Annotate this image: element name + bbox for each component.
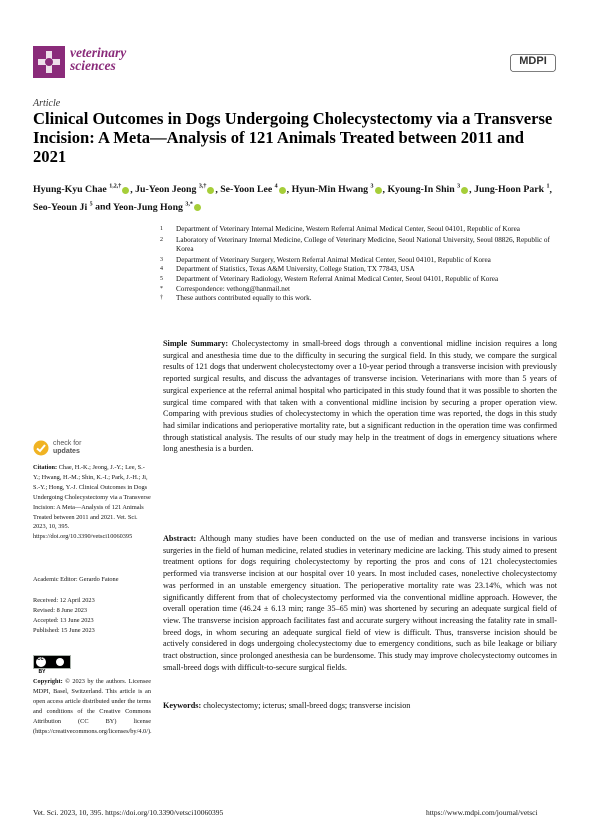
footer-citation[interactable]: Vet. Sci. 2023, 10, 395. https://doi.org/10.3390/vetsci10060395: [33, 808, 224, 817]
keywords-label: Keywords:: [163, 701, 202, 710]
author: [474, 184, 549, 195]
article-type: Article: [33, 98, 61, 109]
date-line: Published: 15 June 2023: [33, 626, 95, 634]
check-updates-icon[interactable]: [33, 440, 49, 456]
author-affiliation-mark: 3,*: [185, 201, 193, 208]
cc-label: cc: [37, 656, 44, 662]
author: [33, 184, 130, 195]
copyright-label: Copyright:: [33, 678, 63, 685]
author: [220, 184, 286, 195]
dates: [33, 596, 151, 636]
author-affiliation-mark: 3: [457, 184, 461, 190]
affiliation-text: Correspondence: vethong@hanmail.net: [176, 284, 290, 293]
author: [113, 202, 202, 213]
publisher-name: MDPI: [519, 55, 547, 67]
author-list: Hyung-Kyu Chae $^{1,2,\dagger}$ , Ju-Yeon Jeong $^{3,\dagger}$ , Se-Yoon Lee $^4$ , Hyun-Min Hwang $^3$ , Kyoung-In Shin $^3$ , Jung-Hoon Park $^1$, Seo-Yeoun Ji $^5$ and Yeon-Jung Hong $^{3,*}$: [33, 184, 552, 213]
abstract-text: Although many studies have been conducted on the use of median and transverse incisions in various surgeries in the field of human medicine, related studies in veterinary medicine are lacking. This study aimed to present treatment options for dogs requiring cholecystectomy by reporting the pros and cons of 121 cholecystectomies performed via transverse incision at our hospital over 10 years. In most included cases, nonelective cholecystectomy was performed in an unstable emergency situation. The perioperative mortality rate was 23.14%, which was not significantly different from that of cholecystectomy performed via the conventional midline approach. However, the overall operation time (46.24 ± 6.13 min; range 35–65 min) was shortened by securing an adequate surgical field of view. The transverse incision approach facilitates fast and accurate surgery without increasing the fatality rate in small-breed dogs, in whom securing an adequate surgical field of view is difficult. Thus, transverse incision should be actively considered in dogs undergoing cholecystectomy due to emergency conditions, such as bile leakage or biliary tract obstruction, since prolonged anesthesia can be burdensome. This study may improve cholecystectomy outcomes in small-breed dogs with difficult-to-secure surgical fields.: [163, 534, 557, 672]
author-name: Seo-Yeoun Ji: [33, 201, 88, 213]
author-affiliation-mark: 4: [274, 184, 278, 190]
check-updates-link[interactable]: [53, 440, 81, 456]
orcid-icon[interactable]: [279, 187, 286, 194]
author: [387, 184, 469, 195]
orcid-icon[interactable]: [375, 187, 382, 194]
date-line: Received: 12 April 2023: [33, 597, 95, 604]
affiliation-item: [160, 285, 560, 295]
orcid-icon[interactable]: [194, 204, 201, 211]
affiliation-item: [160, 275, 560, 285]
simple-summary: [163, 338, 557, 455]
keywords-text: cholecystectomy; icterus; small-breed dogs; transverse incision: [203, 701, 411, 710]
author-name: Jung-Hoon Park: [474, 184, 545, 196]
author-name: Hyung-Kyu Chae: [33, 184, 107, 196]
affiliation-text: Department of Veterinary Surgery, Western Referral Animal Medical Center, Seoul 04101, Republic of Korea: [176, 255, 491, 264]
affiliation-item: [160, 265, 560, 275]
author-name: Ju-Yeon Jeong: [135, 184, 197, 196]
check-updates-line1: check for: [53, 440, 82, 447]
simple-summary-label: Simple Summary:: [163, 339, 229, 348]
author-name: Hyun-Min Hwang: [291, 184, 369, 196]
orcid-icon[interactable]: [207, 187, 214, 194]
author-affiliation-mark: 1,2,†: [109, 184, 122, 190]
affiliation-mark: 4: [160, 266, 163, 273]
author-affiliation-mark: 3,†: [198, 184, 207, 190]
affiliation-text: Laboratory of Veterinary Internal Medicine, College of Veterinary Medicine, Seoul National University, Seoul 08826, Republic of Korea: [176, 235, 550, 254]
footer-journal-url[interactable]: https://www.mdpi.com/journal/vetsci: [426, 808, 538, 817]
author-name: Se-Yoon Lee: [220, 184, 273, 196]
affiliation-text: Department of Veterinary Internal Medicine, Western Referral Animal Medical Center, Seoul 04101, Republic of Korea: [176, 225, 520, 233]
affiliation-mark: 5: [160, 275, 163, 282]
affiliation-text: These authors contributed equally to this work.: [176, 294, 312, 303]
affiliation-mark: *: [160, 285, 163, 292]
affiliation-item: [160, 225, 560, 235]
date-line: Accepted: 13 June 2023: [33, 616, 94, 624]
abstract-label: Abstract:: [163, 534, 197, 543]
author-affiliation-mark: 3: [370, 184, 374, 190]
by-label: BY: [38, 669, 46, 675]
copyright: [33, 677, 151, 736]
orcid-icon[interactable]: [122, 187, 129, 194]
affiliation-mark: 2: [160, 236, 163, 243]
affiliation-text: Department of Statistics, Texas A&M University, College Station, TX 77843, USA: [176, 265, 415, 274]
check-updates-line2: updates: [53, 448, 80, 455]
affiliations: [160, 225, 560, 304]
affiliation-mark: 3: [160, 256, 163, 263]
author-name: Yeon-Jung Hong: [112, 201, 183, 213]
copyright-text: © 2023 by the authors. Licensee MDPI, Basel, Switzerland. This article is an open access article distributed under the terms and conditions of the Creative Commons Attribution (CC BY) license (https://creativecommons.org/licenses/by/4.0/).: [33, 678, 152, 735]
academic-editor: Academic Editor: Gerardo Fatone: [33, 576, 119, 583]
citation-label: Citation:: [33, 464, 58, 471]
affiliation-item: [160, 256, 560, 266]
citation: [33, 463, 151, 542]
affiliation-mark: 1: [160, 226, 163, 232]
keywords: [163, 700, 557, 712]
abstract: [163, 533, 557, 673]
citation-text: Chae, H.-K.; Jeong, J.-Y.; Lee, S.-Y.; Hwang, H.-M.; Shin, K.-I.; Park, J.-H.; Ji, S.-Y.; Hong, Y.-J. Clinical Outcomes in Dogs Undergoing Cholecystectomy via a Transverse Incision: A Meta—Analysis of 121 Animals Treated between 2011 and 2021. Vet. Sci. 2023, 10, 395. https://doi.org/10.3390/vetsci10060395: [33, 464, 151, 541]
author-affiliation-mark: 1: [546, 184, 550, 190]
author-affiliation-mark: 5: [89, 201, 93, 208]
journal-name-line2: sciences: [70, 58, 116, 73]
paw-icon: [33, 46, 65, 78]
journal-name: [70, 46, 126, 72]
author: [135, 184, 215, 195]
orcid-icon[interactable]: [461, 187, 468, 194]
affiliation-text: Department of Veterinary Radiology, Western Referral Animal Medical Center, Seoul 04101, Republic of Korea: [176, 274, 499, 283]
affiliation-item: [160, 236, 560, 255]
article-title: Clinical Outcomes in Dogs Undergoing Cholecystectomy via a Transverse Incision: A Meta—Analysis of 121 Animals Treated between 2011 and 2021: [33, 109, 553, 166]
affiliation-item: [160, 294, 560, 304]
author-name: Kyoung-In Shin: [387, 184, 455, 196]
simple-summary-text: Cholecystectomy in small-breed dogs through a conventional midline incision requires a long surgical and anesthesia time due to the difficulty in securing the surgical field. In this study, we compare the surgical results of 121 dogs that underwent cholecystectomy over a 10-year period through a transverse incision with previously reported surgical results, and discuss the advantages of transverse incision. Veterinarians with more than 5 years of surgical experience at the referral animal hospital who participated in this study found that it was possible to shorten the surgical time compared with that taken with a conventional midline incision by securing a proper operation view. Comparing with previous studies of cholecystectomy in which the operation time was reported, the dogs in this study had similar indications and perioperative mortality rate, but a significant reduction in the operation time was confirmed through statistical analysis. The results of our study may help in the treatment of dogs in emergency situations where long anesthesia is a burden.: [163, 339, 558, 454]
author: [292, 184, 383, 195]
affiliation-mark: †: [160, 295, 163, 302]
journal-name-line1: veterinary: [70, 45, 127, 60]
date-line: Revised: 8 June 2023: [33, 606, 88, 614]
author: [33, 202, 93, 213]
